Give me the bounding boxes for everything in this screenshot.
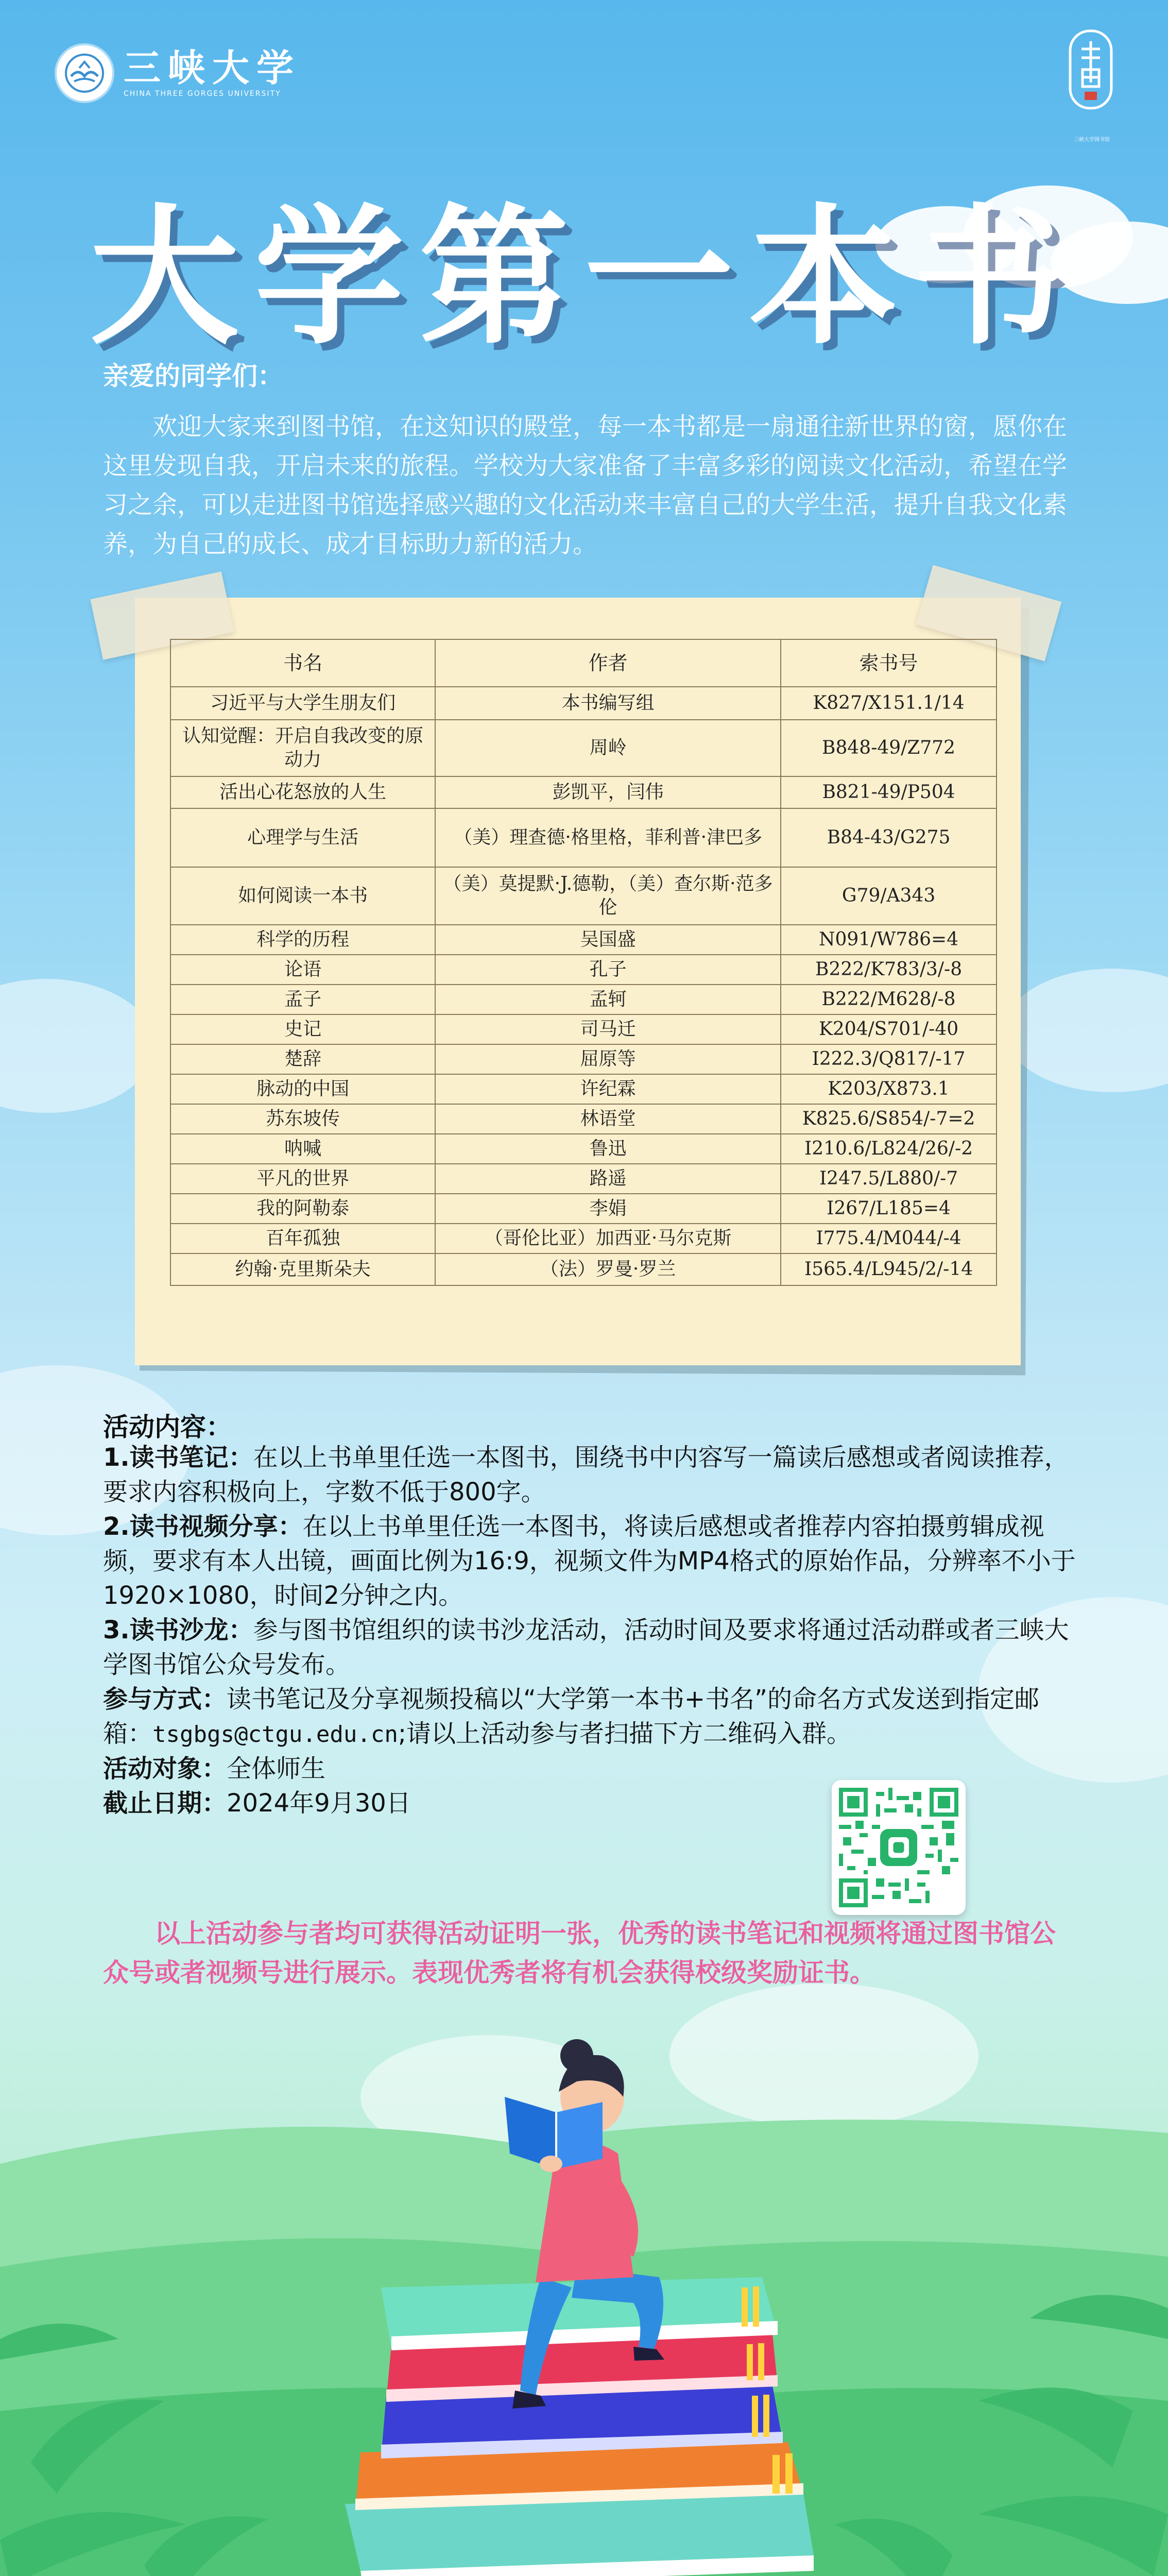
method-text-end: ;请以上活动参与者扫描下方二维码入群。 bbox=[398, 1719, 852, 1748]
university-name-en: CHINA THREE GORGES UNIVERSITY bbox=[124, 90, 281, 98]
cloud bbox=[1004, 969, 1168, 1092]
call-number-cell: G79/A343 bbox=[781, 867, 997, 925]
activity-text: 在以上书单里任选一本图书，将读后感想或者推荐内容拍摄剪辑成视频，要求有本人出镜，画面比例为16:9，视频文件为MP4格式的原始作品，分辨率不小于1920×1080，时间2分钟之内。 bbox=[103, 1512, 1076, 1610]
header-call-number: 索书号 bbox=[781, 639, 997, 687]
table-row bbox=[170, 1044, 997, 1074]
deadline-label: 截止日期： bbox=[103, 1789, 227, 1818]
book-title-cell: 科学的历程 bbox=[170, 925, 435, 955]
author-cell: 林语堂 bbox=[435, 1104, 781, 1134]
table-row bbox=[170, 720, 997, 776]
activity-text: 在以上书单里任选一本图书，围绕书中内容写一篇读后感想或者阅读推荐，要求内容积极向上，字数不低于800字。 bbox=[103, 1443, 1069, 1506]
table-row bbox=[170, 1224, 997, 1253]
book-title-cell: 孟子 bbox=[170, 985, 435, 1014]
author-cell: 路遥 bbox=[435, 1164, 781, 1194]
qr-code-icon bbox=[839, 1787, 958, 1908]
author-cell: 本书编写组 bbox=[435, 687, 781, 720]
reading-girl-illustration bbox=[0, 1947, 1168, 2576]
activity-video-sharing bbox=[103, 1510, 1076, 1613]
intro-paragraph: 欢迎大家来到图书馆，在这知识的殿堂，每一本书都是一扇通往新世界的窗，愿你在这里发现自我，开启未来的旅程。学校为大家准备了丰富多彩的阅读文化活动，希望在学习之余，可以走进图书馆选择感兴趣的文化活动来丰富自己的大学生活，提升自我文化素养，为自己的成长、成才目标助力新的活力。 bbox=[103, 412, 1068, 558]
call-number-cell: N091/W786=4 bbox=[781, 925, 997, 955]
table-row bbox=[170, 955, 997, 985]
table-row bbox=[170, 1074, 997, 1104]
book-title-cell: 心理学与生活 bbox=[170, 808, 435, 867]
activity-label: 1.读书笔记： bbox=[103, 1443, 253, 1472]
book-title-cell: 苏东坡传 bbox=[170, 1104, 435, 1134]
table-row bbox=[170, 985, 997, 1014]
author-cell: 许纪霖 bbox=[435, 1074, 781, 1104]
target-label: 活动对象： bbox=[103, 1754, 227, 1783]
book-stack bbox=[345, 2277, 814, 2576]
author-cell: 吴国盛 bbox=[435, 925, 781, 955]
book-title-cell: 认知觉醒：开启自我改变的原动力 bbox=[170, 720, 435, 776]
main-title: 大学第一本书 bbox=[90, 191, 1078, 365]
activity-reading-notes bbox=[103, 1440, 1076, 1510]
table-header-row bbox=[170, 639, 997, 687]
call-number-cell: I210.6/L824/26/-2 bbox=[781, 1134, 997, 1164]
book-title-cell: 百年孤独 bbox=[170, 1224, 435, 1253]
author-cell: 周岭 bbox=[435, 720, 781, 776]
activities-body bbox=[103, 1440, 1076, 1821]
book-title-cell: 楚辞 bbox=[170, 1044, 435, 1074]
book-title-cell: 脉动的中国 bbox=[170, 1074, 435, 1104]
activity-reading-salon bbox=[103, 1613, 1076, 1682]
author-cell: 鲁迅 bbox=[435, 1134, 781, 1164]
author-cell: （哥伦比亚）加西亚·马尔克斯 bbox=[435, 1224, 781, 1253]
table-row bbox=[170, 1134, 997, 1164]
author-cell: 司马迁 bbox=[435, 1014, 781, 1044]
header-title: 书名 bbox=[170, 639, 435, 687]
call-number-cell: B821-49/P504 bbox=[781, 776, 997, 808]
book-title-cell: 活出心花怒放的人生 bbox=[170, 776, 435, 808]
library-logo-caption: 三峡大学图书馆 bbox=[1074, 137, 1110, 143]
table-row bbox=[170, 808, 997, 867]
table-row bbox=[170, 776, 997, 808]
call-number-cell: I267/L185=4 bbox=[781, 1194, 997, 1224]
call-number-cell: K203/X873.1 bbox=[781, 1074, 997, 1104]
university-logo bbox=[57, 45, 301, 101]
call-number-cell: B848-49/Z772 bbox=[781, 720, 997, 776]
book-title-cell: 史记 bbox=[170, 1014, 435, 1044]
deadline-text: 2024年9月30日 bbox=[227, 1789, 411, 1818]
author-cell: 孟轲 bbox=[435, 985, 781, 1014]
award-note: 以上活动参与者均可获得活动证明一张，优秀的读书笔记和视频将通过图书馆公众号或者视频号进行展示。表现优秀者将有机会获得校级奖励证书。 bbox=[103, 1919, 1056, 1988]
author-cell: （美）理查德·格里格，菲利普·津巴多 bbox=[435, 808, 781, 867]
target-text: 全体师生 bbox=[227, 1754, 326, 1783]
call-number-cell: I565.4/L945/2/-14 bbox=[781, 1253, 997, 1285]
table-row bbox=[170, 1253, 997, 1285]
call-number-cell: I222.3/Q817/-17 bbox=[781, 1044, 997, 1074]
book-title-cell: 我的阿勒泰 bbox=[170, 1194, 435, 1224]
activities-title: 活动内容： bbox=[103, 1412, 232, 1442]
book-title-cell: 论语 bbox=[170, 955, 435, 985]
participation-method bbox=[103, 1682, 1076, 1752]
greeting: 亲爱的同学们： bbox=[103, 361, 283, 391]
method-text: 读书笔记及分享视频投稿以“大学第一本书+书名”的命名方式发送到指定邮箱： bbox=[103, 1685, 1039, 1748]
author-cell: 彭凯平，闫伟 bbox=[435, 776, 781, 808]
table-row bbox=[170, 867, 997, 925]
call-number-cell: B222/K783/3/-8 bbox=[781, 955, 997, 985]
table-row bbox=[170, 687, 997, 720]
call-number-cell: I775.4/M044/-4 bbox=[781, 1224, 997, 1253]
call-number-cell: K204/S701/-40 bbox=[781, 1014, 997, 1044]
cloud bbox=[0, 979, 154, 1113]
book-title-cell: 约翰·克里斯朵夫 bbox=[170, 1253, 435, 1285]
activity-text: 参与图书馆组织的读书沙龙活动，活动时间及要求将通过活动群或者三峡大学图书馆公众号发布。 bbox=[103, 1616, 1069, 1679]
author-cell: 孔子 bbox=[435, 955, 781, 985]
call-number-cell: B84-43/G275 bbox=[781, 808, 997, 867]
table-row bbox=[170, 1194, 997, 1224]
activity-label: 2.读书视频分享： bbox=[103, 1512, 303, 1541]
book-title-cell: 习近平与大学生朋友们 bbox=[170, 687, 435, 720]
activity-label: 3.读书沙龙： bbox=[103, 1616, 253, 1645]
header-author: 作者 bbox=[435, 639, 781, 687]
group-qr-code[interactable] bbox=[832, 1780, 966, 1915]
method-label: 参与方式： bbox=[103, 1685, 227, 1714]
author-cell: 屈原等 bbox=[435, 1044, 781, 1074]
university-name-cn: 三峡大学 bbox=[124, 46, 301, 90]
table-row bbox=[170, 1104, 997, 1134]
call-number-cell: I247.5/L880/-7 bbox=[781, 1164, 997, 1194]
author-cell: （美）莫提默·J.德勒，（美）查尔斯·范多伦 bbox=[435, 867, 781, 925]
table-row bbox=[170, 925, 997, 955]
call-number-cell: K825.6/S854/-7=2 bbox=[781, 1104, 997, 1134]
table-row bbox=[170, 1014, 997, 1044]
booklist-table bbox=[170, 639, 997, 1286]
call-number-cell: B222/M628/-8 bbox=[781, 985, 997, 1014]
book-title-cell: 平凡的世界 bbox=[170, 1164, 435, 1194]
university-emblem-icon bbox=[57, 45, 112, 101]
author-cell: （法）罗曼·罗兰 bbox=[435, 1253, 781, 1285]
author-cell: 李娟 bbox=[435, 1194, 781, 1224]
table-row bbox=[170, 1164, 997, 1194]
submission-email: tsgbgs@ctgu.edu.cn bbox=[152, 1721, 398, 1748]
call-number-cell: K827/X151.1/14 bbox=[781, 687, 997, 720]
library-seal-icon bbox=[1060, 26, 1122, 129]
book-title-cell: 呐喊 bbox=[170, 1134, 435, 1164]
book-title-cell: 如何阅读一本书 bbox=[170, 867, 435, 925]
